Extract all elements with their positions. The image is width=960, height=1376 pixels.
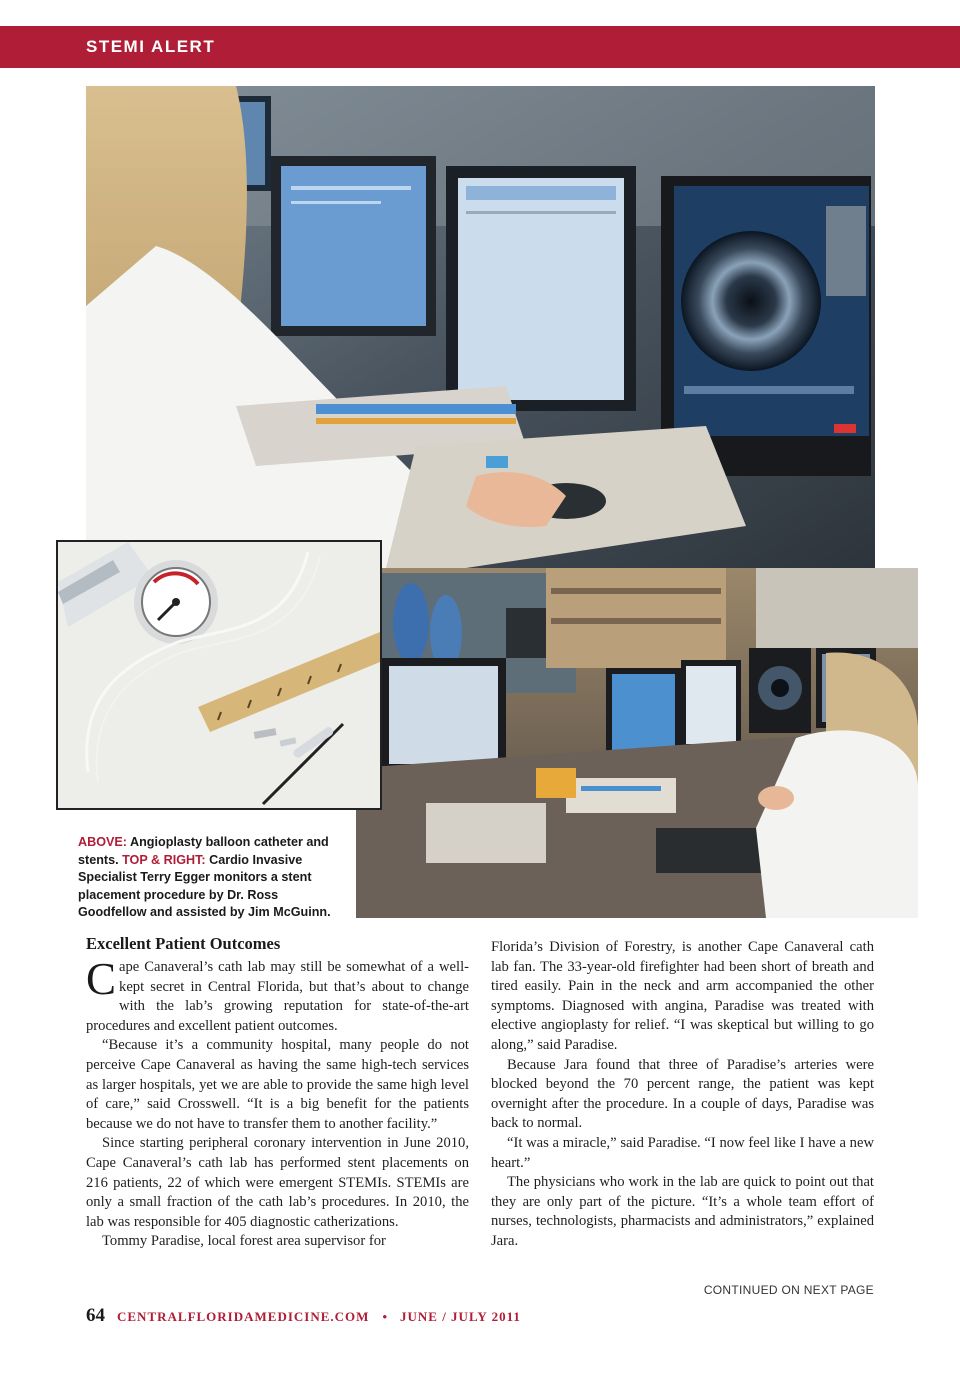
article-paragraph-3: Since starting peripheral coronary intervention in June 2010, Cape Canaveral’s cath lab has performed stent placements on 216 patients, 22 of which were emergent STEMIs. STEMIs are only a small fraction of the cath lab’s procedures. In 2010, the lab was responsible for 405 diagnostic catherizations.	[86, 1135, 469, 1230]
photo-caption	[78, 834, 350, 922]
caption-label-above: ABOVE:	[78, 835, 127, 849]
article-paragraph-6: Because Jara found that three of Paradise’s arteries were blocked beyond the 70 percent range, the patient was kept overnight after the procedure. In a couple of days, Paradise was back to normal.	[491, 1056, 874, 1132]
footer-separator: •	[382, 1309, 387, 1324]
section-banner	[0, 26, 960, 68]
page-number: 64	[86, 1305, 105, 1326]
article-paragraph-5: Florida’s Division of Forestry, is another Cape Canaveral cath lab fan. The 33-year-old firefighter had been short of breath and tired easily. Pain in the neck and arm accompanied the other symptoms. Diagnosed with angina, Paradise was treated with elective angioplasty for relief. “I was skeptical but willing to go along,” said Paradise.	[491, 939, 874, 1053]
article-subheading: Excellent Patient Outcomes	[86, 934, 281, 953]
article-paragraph-1-text: ape Canaveral’s cath lab may still be somewhat of a well-kept secret in Central Florida, but that’s about to change with the lab’s growing reputation for state-of-the-art procedures and excellent patient outcomes.	[86, 959, 469, 1034]
caption-text-above: Angioplasty balloon catheter and stents.	[78, 835, 329, 867]
continued-note: CONTINUED ON NEXT PAGE	[703, 1283, 874, 1297]
article-paragraph-2: “Because it’s a community hospital, many people do not perceive Cape Canaveral as having the same high-tech services as larger hospitals, yet we are able to provide the same high level of care,” said Crosswell. “It is a big benefit for the patients because we do not have to transfer them to another facility.”	[86, 1037, 469, 1132]
footer-issue-date: JUNE / JULY 2011	[400, 1309, 521, 1324]
photo-balloon-catheter	[56, 540, 382, 810]
photo-cath-lab-monitors	[86, 86, 875, 568]
article-column-left	[86, 954, 469, 1252]
section-label: STEMI ALERT	[86, 37, 216, 56]
article-paragraph-1	[86, 954, 469, 1036]
caption-label-top-right: TOP & RIGHT:	[122, 852, 206, 867]
page-footer	[86, 1305, 521, 1327]
article-paragraph-8: The physicians who work in the lab are quick to point out that they are only part of the picture. “It’s a whole team effort of nurses, technologists, pharmacists and administrators,” explained Jara.	[491, 1174, 874, 1249]
photo-stent-procedure	[356, 568, 918, 918]
article-paragraph-7: “It was a miracle,” said Paradise. “I now feel like I have a new heart.”	[491, 1134, 874, 1171]
caption-text-top-right: Cardio Invasive Specialist Terry Egger monitors a stent placement procedure by Dr. Ross Goodfellow and assisted by Jim McGuinn.	[78, 852, 331, 919]
drop-cap: C	[86, 954, 117, 1004]
article-column-right	[491, 938, 874, 1252]
footer-website: CENTRALFLORIDAMEDICINE.COM	[117, 1309, 370, 1324]
article-paragraph-4: Tommy Paradise, local forest area supervisor for	[102, 1233, 386, 1250]
